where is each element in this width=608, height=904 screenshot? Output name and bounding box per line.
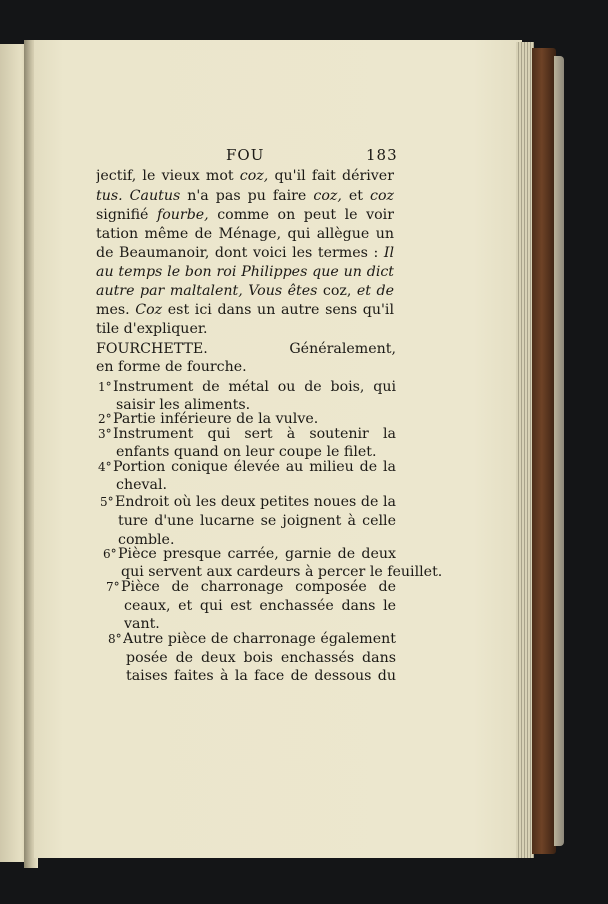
- text-line: tus. Cautus n'a pas pu faire coz, et coz: [96, 188, 394, 204]
- item-line: taises faites à la face de dessous du: [126, 668, 396, 684]
- item-line: Instrument de métal ou de bois, qui: [113, 379, 396, 395]
- text-line: tile d'expliquer.: [96, 321, 208, 337]
- entry-heading-line: FOURCHETTE. Généralement,: [96, 341, 396, 357]
- item-number: 4°: [98, 460, 112, 474]
- item-line: ceaux, et qui est enchassée dans le: [124, 598, 396, 614]
- item-line: posée de deux bois enchassés dans: [126, 650, 396, 666]
- text-line: de Beaumanoir, dont voici les termes : Il: [96, 245, 394, 261]
- text-line: jectif, le vieux mot coz, qu'il fait dériver: [96, 168, 394, 184]
- item-line: comble.: [118, 532, 175, 548]
- item-line: Endroit où les deux petites noues de la: [115, 494, 396, 510]
- item-line: Autre pièce de charronage également: [123, 631, 396, 647]
- item-line: qui servent aux cardeurs à percer le feuillet.: [121, 564, 443, 580]
- definition-line: en forme de fourche.: [96, 359, 247, 375]
- item-number: 1°: [98, 380, 112, 394]
- item-line: Partie inférieure de la vulve.: [113, 411, 319, 427]
- item-number: 6°: [103, 547, 117, 561]
- item-line: Pièce de charronage composée de: [121, 579, 396, 595]
- text-line: au temps le bon roi Philippes que un dict: [96, 264, 394, 280]
- item-line: saisir les aliments.: [116, 397, 251, 413]
- item-number: 5°: [100, 495, 114, 509]
- item-number: 7°: [106, 580, 120, 594]
- running-head: FOU: [226, 146, 265, 164]
- item-line: Instrument qui sert à soutenir la: [113, 426, 396, 442]
- book-cover: [532, 48, 556, 854]
- item-number: 8°: [108, 632, 122, 646]
- headword: FOURCHETTE.: [96, 341, 208, 357]
- item-line: Portion conique élevée au milieu de la: [113, 459, 396, 475]
- text-line: signifié fourbe, comme on peut le voir: [96, 207, 394, 223]
- page-number: 183: [366, 146, 398, 164]
- text-line: tation même de Ménage, qui allègue un: [96, 226, 394, 242]
- item-number: 2°: [98, 412, 112, 426]
- text-line: autre par maltalent, Vous êtes coz, et de: [96, 283, 394, 299]
- item-line: Pièce presque carrée, garnie de deux: [118, 546, 396, 562]
- item-line: enfants quand on leur coupe le filet.: [116, 444, 377, 460]
- cover-edge: [554, 56, 564, 846]
- text-line: mes. Coz est ici dans un autre sens qu'il: [96, 302, 394, 318]
- item-line: vant.: [124, 616, 160, 632]
- item-line: cheval.: [116, 477, 168, 493]
- item-number: 3°: [98, 427, 112, 441]
- item-line: ture d'une lucarne se joignent à celle: [118, 513, 396, 529]
